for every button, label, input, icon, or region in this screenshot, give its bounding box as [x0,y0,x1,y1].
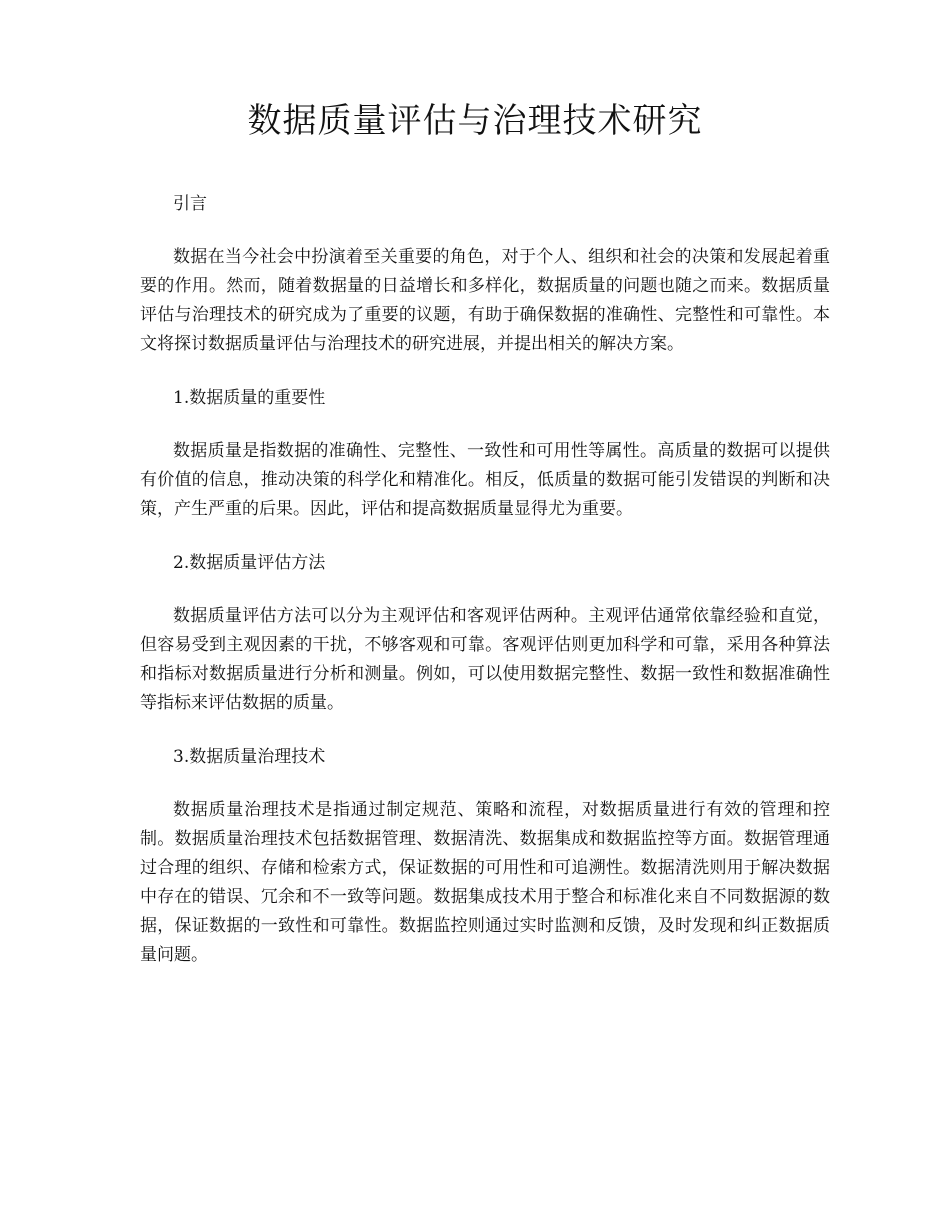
section-3-heading: 3.数据质量治理技术 [173,747,326,767]
section-1-paragraph: 数据质量是指数据的准确性、完整性、一致性和可用性等属性。高质量的数据可以提供有价值的信息，推动决策的科学化和精准化。相反，低质量的数据可能引发错误的判断和决策，产生严重的后果。因此，评估和提高数据质量显得尤为重要。 [140,441,830,519]
section-2-heading: 2.数据质量评估方法 [173,553,326,573]
intro-paragraph: 数据在当今社会中扮演着至关重要的角色，对于个人、组织和社会的决策和发展起着重要的作用。然而，随着数据量的日益增长和多样化，数据质量的问题也随之而来。数据质量评估与治理技术的研究成为了重要的议题，有助于确保数据的准确性、完整性和可靠性。本文将探讨数据质量评估与治理技术的研究进展，并提出相关的解决方案。 [140,247,830,354]
document-title: 数据质量评估与治理技术研究 [247,101,703,141]
section-3-paragraph: 数据质量治理技术是指通过制定规范、策略和流程，对数据质量进行有效的管理和控制。数据质量治理技术包括数据管理、数据清洗、数据集成和数据监控等方面。数据管理通过合理的组织、存储和检索方式，保证数据的可用性和可追溯性。数据清洗则用于解决数据中存在的错误、冗余和不一致等问题。数据集成技术用于整合和标准化来自不同数据源的数据，保证数据的一致性和可靠性。数据监控则通过实时监测和反馈，及时发现和纠正数据质量问题。 [140,800,830,965]
document-body [140,191,830,996]
section-2-paragraph: 数据质量评估方法可以分为主观评估和客观评估两种。主观评估通常依靠经验和直觉，但容易受到主观因素的干扰，不够客观和可靠。客观评估则更加科学和可靠，采用各种算法和指标对数据质量进行分析和测量。例如，可以使用数据完整性、数据一致性和数据准确性等指标来评估数据的质量。 [140,606,830,713]
intro-heading: 引言 [173,194,207,214]
section-1-heading: 1.数据质量的重要性 [173,388,326,408]
